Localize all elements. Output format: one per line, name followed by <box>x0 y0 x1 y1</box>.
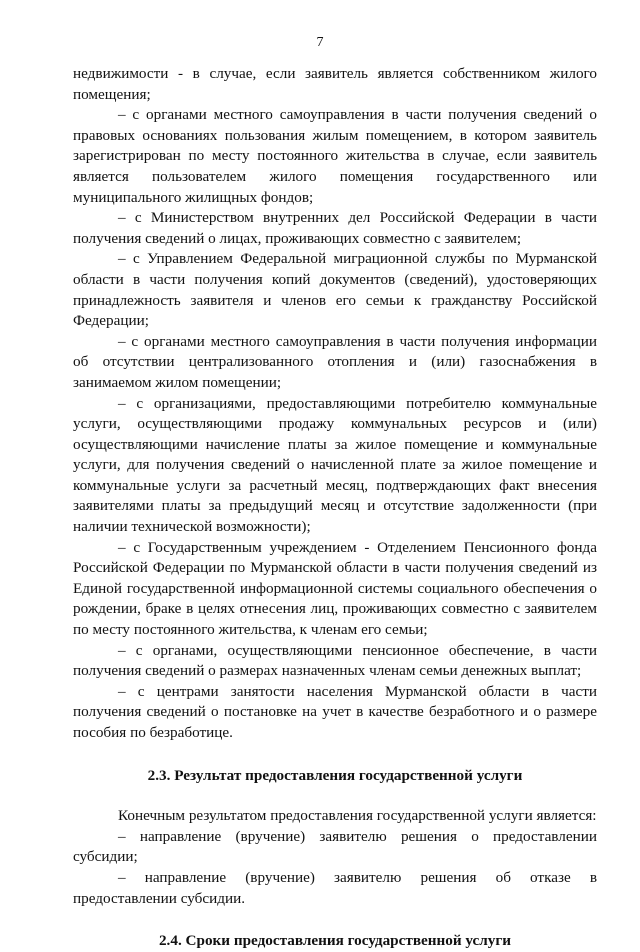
section-heading: 2.4. Сроки предоставления государственной услуги <box>158 932 512 950</box>
list-item: – с Управлением Федеральной миграционной службы по Мурманской области в части получения копий документов (сведений), удостоверяющих принадлежность заявителя и членов его семьи к гражданству Российской Федерации; <box>73 250 597 330</box>
list-item: – с органами местного самоуправления в части получения сведений о правовых основаниях пользования жилым помещением, в котором заявитель зарегистрирован по месту постоянного жительства в случае, если заявитель является пользователем жилого помещения государственного или муниципального жилищных фондов; <box>73 106 597 206</box>
list-item: – с Государственным учреждением - Отделением Пенсионного фонда Российской Федерации по Мурманской области в части получения сведений из Единой государственной информационной системы социального обеспечения о рождении, браке в целях отнесения лиц, проживающих совместно с заявителем по месту постоянного жительства, к членам его семьи; <box>73 538 597 639</box>
list-item: – с Министерством внутренних дел Российской Федерации в части получения сведений о лицах, проживающих совместно с заявителем; <box>73 209 597 247</box>
list-item: – с органами местного самоуправления в части получения информации об отсутствии централизованного отопления и (или) газоснабжения в занимаемом жилом помещении; <box>73 332 597 391</box>
document-body <box>73 64 597 952</box>
list-item: – с органами, осуществляющими пенсионное обеспечение, в части получения сведений о размерах назначенных членам семьи денежных выплат; <box>73 641 597 680</box>
list-item: – с центрами занятости населения Мурманской области в части получения сведений о постановке на учет в качестве безработного и о размере пособия по безработице. <box>73 682 597 741</box>
list-item: – с организациями, предоставляющими потребителю коммунальные услуги, осуществляющими продажу коммунальных ресурсов и (или) осуществляющими начисление платы за жилое помещение и коммунальные услуги, для получения сведений о начисленной плате за жилое помещение и коммунальные услуги за расчетный месяц, подтверждающих факт внесения заявителями платы за предыдущий месяц и отсутствие задолженности (при наличии технической возможности); <box>73 394 597 536</box>
section-heading: 2.3. Результат предоставления государственной услуги <box>147 766 523 784</box>
paragraph: недвижимости - в случае, если заявитель является собственником жилого помещения; <box>73 65 597 103</box>
list-item: – направление (вручение) заявителю решения о предоставлении субсидии; <box>73 827 597 866</box>
page-number: 7 <box>316 35 324 50</box>
paragraph: Конечным результатом предоставления государственной услуги является: <box>118 807 597 825</box>
list-item: – направление (вручение) заявителю решения об отказе в предоставлении субсидии. <box>73 868 597 907</box>
